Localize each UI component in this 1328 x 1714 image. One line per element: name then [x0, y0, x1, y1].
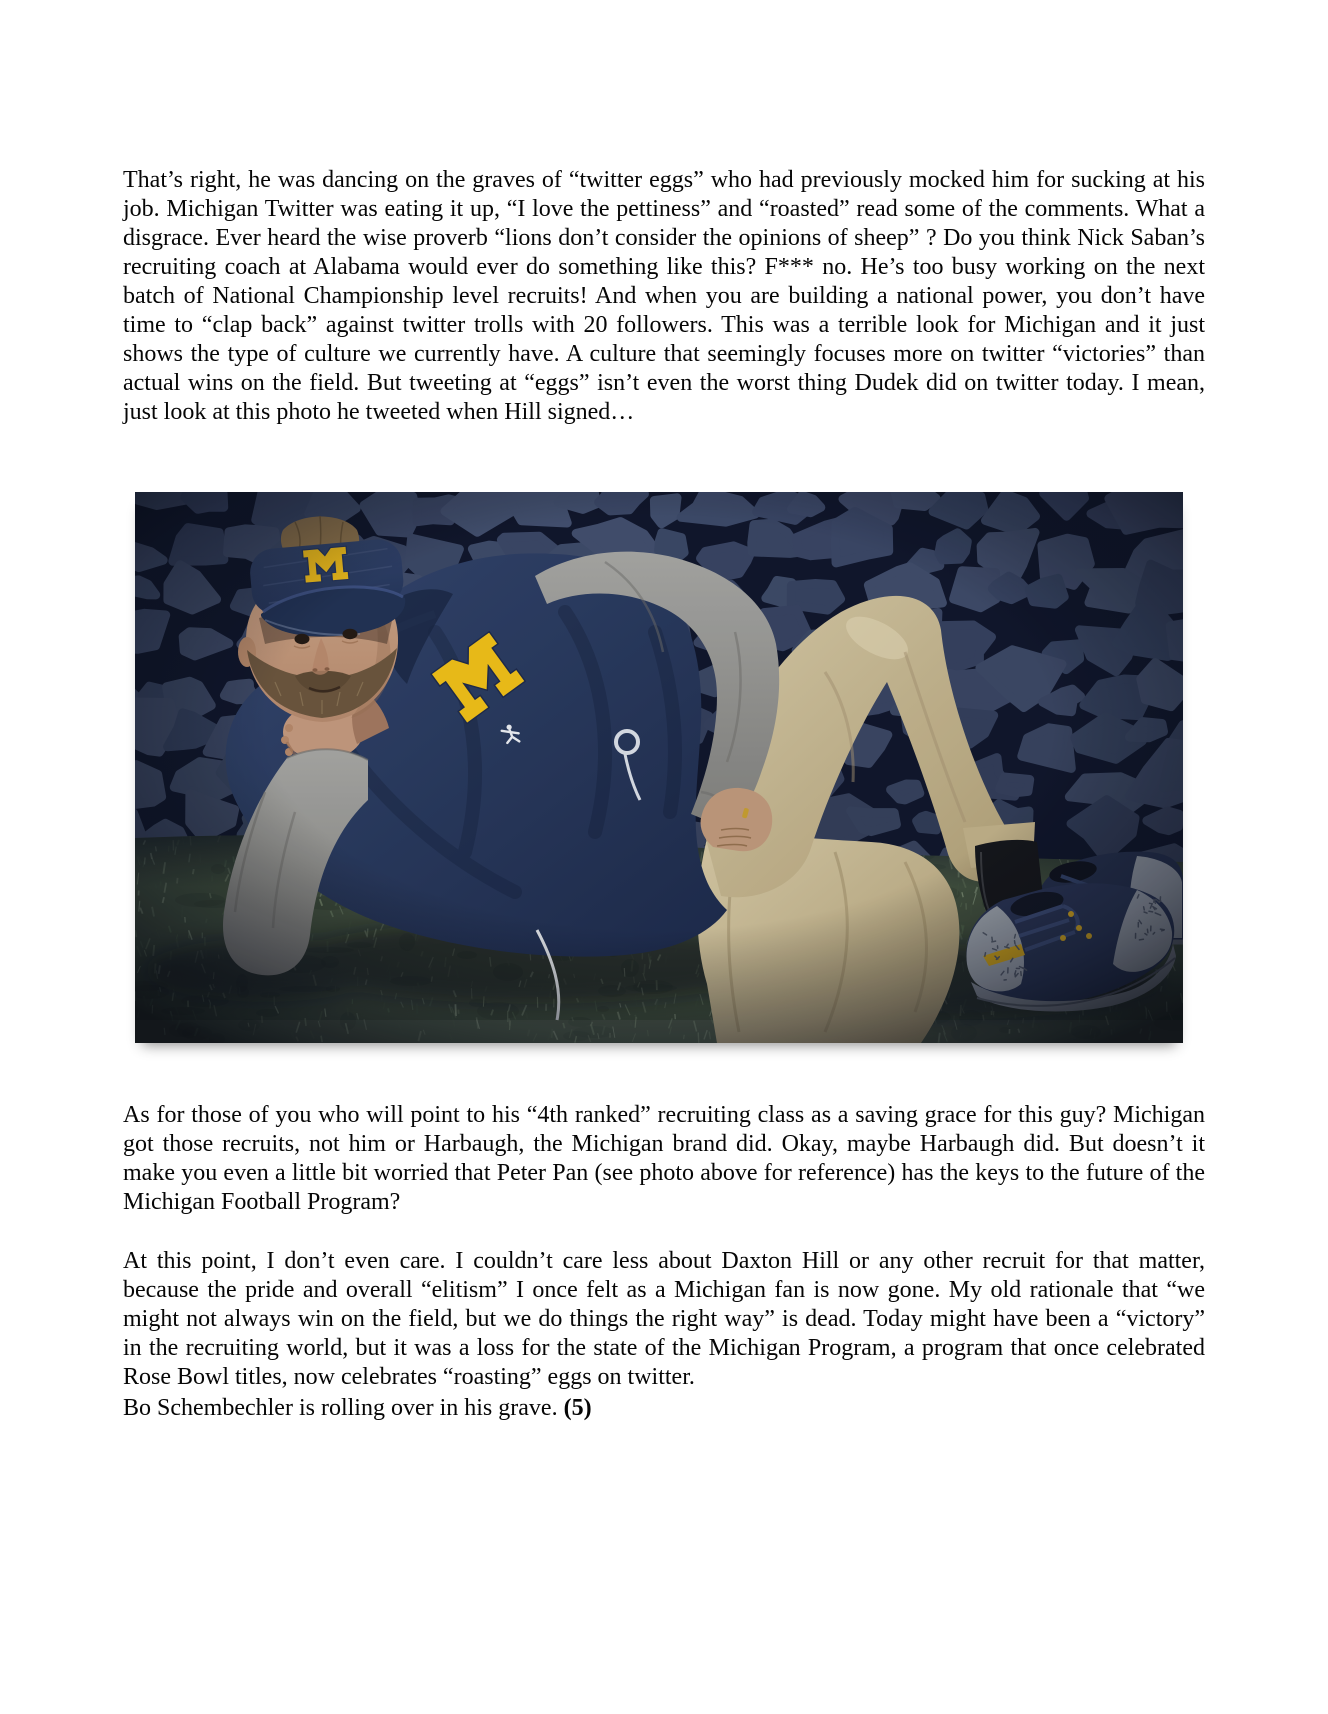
- paragraph-dont-care: At this point, I don’t even care. I couldn’t care less about Daxton Hill or any other recruit for that matter, because the pride and overall “elitism” I once felt as a Michigan fan is now gone. My old rationale that “we might not always win on the field, but we do things the right way” is dead. Today might have been a “victory” in the recruiting world, but it was a loss for the state of the Michigan Program, a program that once celebrated Rose Bowl titles, now celebrates “roasting” eggs on twitter.: [123, 1248, 1205, 1390]
- paragraph-recruiting-class: As for those of you who will point to his “4th ranked” recruiting class as a saving grace for this guy? Michigan got those recruits, not him or Harbaugh, the Michigan brand did. Okay, maybe Harbaugh did. But doesn’t it make you even a little bit worried that Peter Pan (see photo above for reference) has the keys to the future of the Michigan Football Program?: [123, 1102, 1205, 1215]
- article-photo: [135, 492, 1183, 1043]
- footnote-marker: (5): [563, 1395, 592, 1421]
- schembechler-text: Bo Schembechler is rolling over in his grave.: [123, 1395, 564, 1421]
- paragraph-twitter-eggs: That’s right, he was dancing on the graves of “twitter eggs” who had previously mocked him for sucking at his job. Michigan Twitter was eating it up, “I love the pettiness” and “roasted” read some of the comments. What a disgrace. Ever heard the wise proverb “lions don’t consider the opinions of sheep” ? Do you think Nick Saban’s recruiting coach at Alabama would ever do something like this? F*** no. He’s too busy working on the next batch of National Championship level recruits! And when you are building a national power, you don’t have time to “clap back” against twitter trolls with 20 followers. This was a terrible look for Michigan and it just shows the type of culture we currently have. A culture that seemingly focuses more on twitter “victories” than actual wins on the field. But tweeting at “eggs” isn’t even the worst thing Dudek did on twitter today. I mean, just look at this photo he tweeted when Hill signed…: [123, 167, 1205, 425]
- paragraph-schembechler: [123, 1394, 1205, 1423]
- photo-illustration: [135, 492, 1183, 1043]
